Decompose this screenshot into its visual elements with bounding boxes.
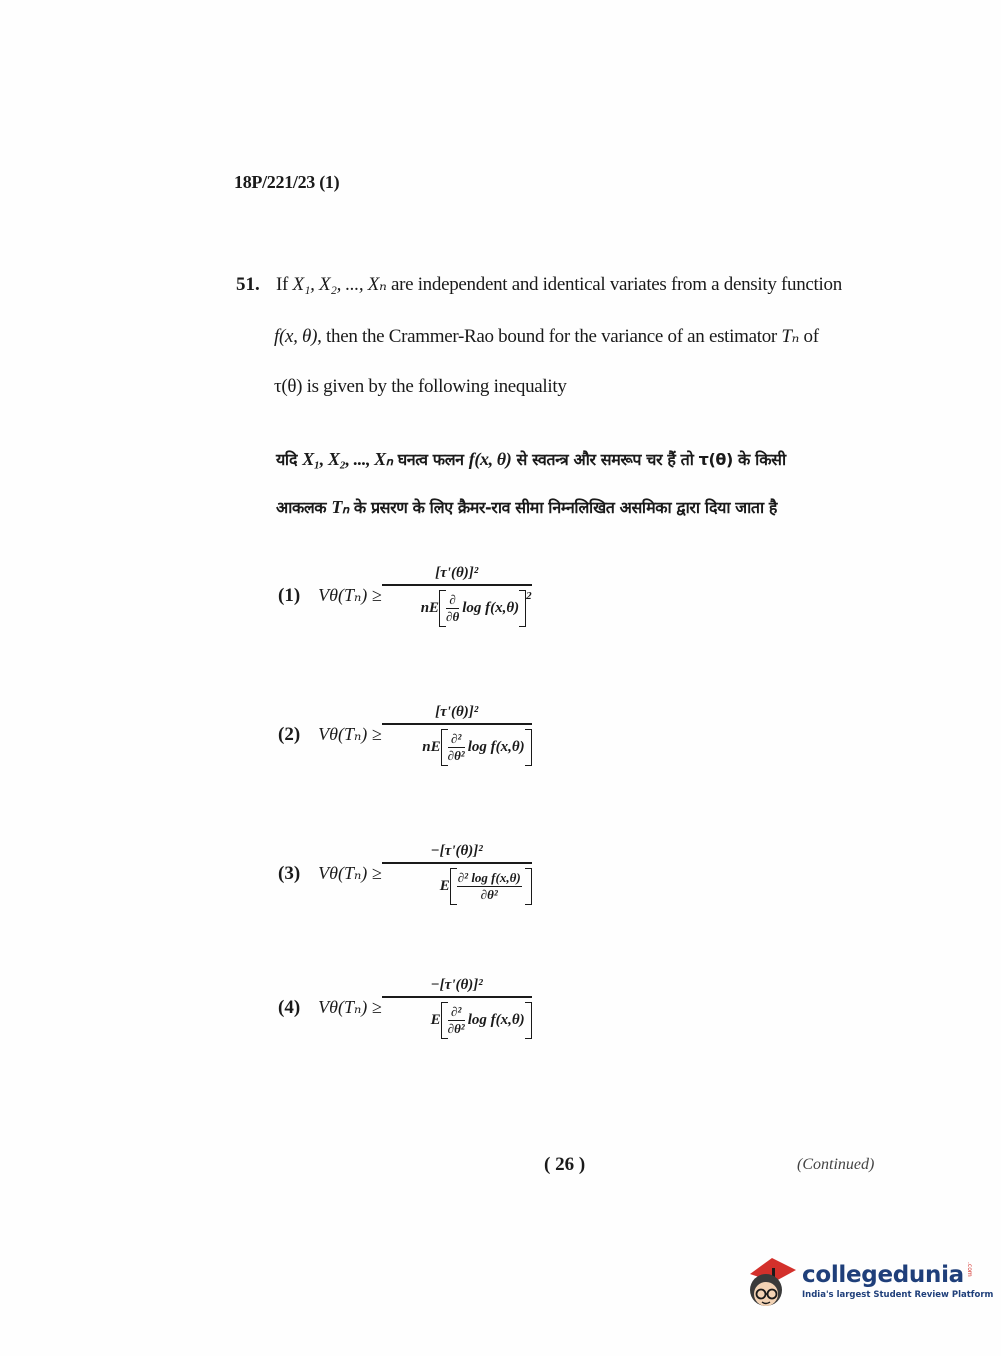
collegedunia-watermark[interactable] (742, 1252, 993, 1310)
question-hindi-line-1: यदि X₁, X₂, ..., Xₙ घनत्व फलन f(x, θ) से स्वतन्त्र और समरूप चर हैं तो τ(θ) के किसी (276, 449, 786, 469)
brand-suffix: .com (965, 1262, 973, 1277)
continued-note: (Continued) (797, 1156, 875, 1173)
fraction-numerator: [τ'(θ)]² (435, 565, 479, 581)
mascot-logo-icon (742, 1252, 798, 1310)
question-english-line-3: τ(θ) is given by the following inequality (274, 376, 567, 397)
option-lhs: Vθ(Tₙ) ≥ (318, 585, 382, 606)
option-fraction (382, 843, 532, 905)
brand-tagline: India's largest Student Review Platform (802, 1290, 994, 1300)
option-label: (4) (278, 996, 301, 1018)
fraction-denominator: E ∂² log f(x,θ) ∂θ² (382, 864, 532, 905)
option-lhs: Vθ(Tₙ) ≥ (318, 863, 382, 884)
option-label: (1) (278, 584, 301, 606)
question-number: 51. (236, 274, 260, 295)
paper-code: 18P/221/23 (1) (234, 172, 340, 192)
question-hindi-line-2: आकलक Tₙ के प्रसरण के लिए क्रैमर-राव सीमा निम्नलिखित असमिका द्वारा दिया जाता है (276, 497, 778, 517)
fraction-numerator: −[τ'(θ)]² (430, 977, 483, 993)
expectation-bracket: ∂² ∂θ² log f(x,θ) (441, 729, 532, 766)
fraction-numerator: [τ'(θ)]² (435, 704, 479, 720)
question-english-line-2: f(x, θ), then the Crammer-Rao bound for the variance of an estimator Tₙ of (274, 326, 819, 347)
option-fraction (382, 704, 532, 766)
page-number: ( 26 ) (544, 1154, 586, 1175)
fraction-denominator: nE ∂ ∂θ log f(x,θ) $^2$ (382, 586, 532, 627)
option-1[interactable] (278, 565, 532, 627)
expectation-bracket: ∂² ∂θ² log f(x,θ) (441, 1002, 532, 1039)
variates-list: X₁, X₂, ..., Xₙ (292, 274, 387, 295)
brand-name: collegedunia (802, 1262, 964, 1288)
option-fraction (382, 565, 532, 627)
fraction-denominator: nE ∂² ∂θ² log f(x,θ) (382, 725, 532, 766)
expectation-bracket: ∂² log f(x,θ) ∂θ² (450, 868, 532, 905)
question-english-line-1: If X₁, X₂, ..., Xₙ are independent and identical variates from a density function (276, 274, 842, 295)
option-lhs: Vθ(Tₙ) ≥ (318, 997, 382, 1018)
fraction-denominator: E ∂² ∂θ² log f(x,θ) (382, 998, 532, 1039)
expectation-bracket: ∂ ∂θ log f(x,θ) (439, 590, 526, 627)
option-2[interactable] (278, 704, 532, 766)
fraction-numerator: −[τ'(θ)]² (430, 843, 483, 859)
option-lhs: Vθ(Tₙ) ≥ (318, 724, 382, 745)
option-3[interactable] (278, 843, 532, 905)
option-label: (3) (278, 862, 301, 884)
option-4[interactable] (278, 977, 532, 1039)
option-label: (2) (278, 723, 301, 745)
option-fraction (382, 977, 532, 1039)
